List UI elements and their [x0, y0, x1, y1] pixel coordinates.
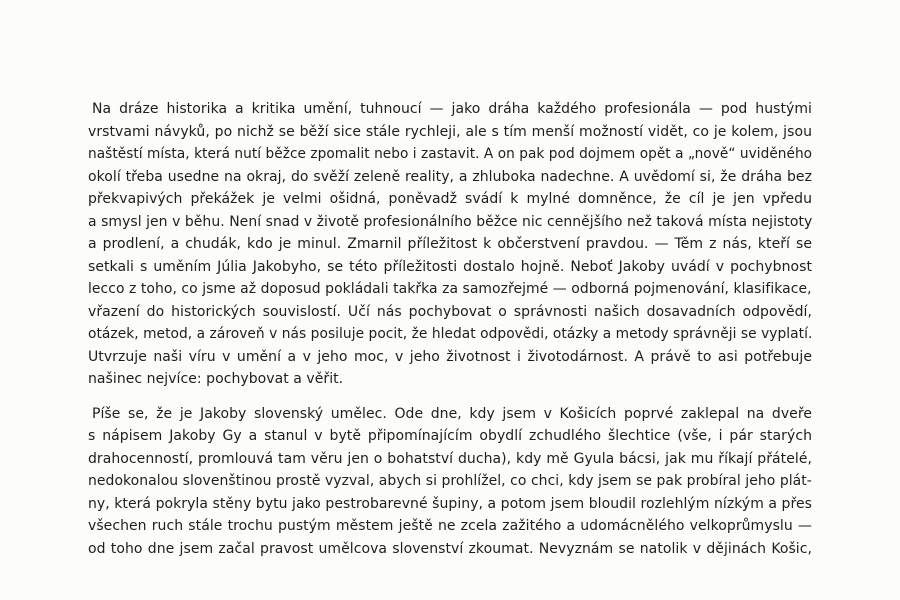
text-line: našinec nejvíce: pochybovat a věřit. — [88, 371, 344, 387]
text-line: od toho dne jsem začal pravost umělcova slovenství zkoumat. Nevyznám se natolik v dějinách Košic, — [88, 540, 812, 557]
text-line: všechen ruch stále trochu pustým městem ještě ne zcela zažitého a udomácnělého velkoprůmyslu — — [88, 518, 812, 534]
text-line: Na dráze historika a kritika umění, tuhnoucí — jako dráha každého profesionála — pod hustými — [92, 101, 812, 117]
text-line: ny, která pokryla stěny bytu jako pestrobarevné šupiny, a potom jsem bloudil rozlehlým nízkým a přes — [88, 495, 812, 512]
text-line: překvapivých překážek je velmi ošidná, poněvadž svádí k mylné domněnce, že cíl je jen vpředu — [88, 191, 812, 207]
text-line: Píše se, že je Jakoby slovenský umělec. Ode dne, kdy jsem v Košicích poprvé zaklepal na dveře — [92, 405, 812, 422]
text-line: a smysl jen v běhu. Není snad v životě profesionálního běžce nic cennějšího než taková místa nejistoty — [88, 213, 813, 230]
text-line: drahocenností, promlouvá tam věru jen o bohatství ducha), kdy mě Gyula bácsi, jak mu říkají přátelé, — [88, 450, 812, 467]
text-line: a prodlení, a chudák, kdo je minul. Zmarnil příležitost k občerstvení pravdou. — Těm z nás, kteří se — [88, 236, 812, 252]
text-line: naštěstí místa, která nutí běžce zpomalit nebo i zastavit. A on pak pod dojmem opět a „nově“ uviděného — [88, 146, 813, 162]
text-line: nedokonalou slovenštinou prostě vyzval, abych si prohlížel, co chci, kdy jsem se pak probíral jeho plát- — [88, 473, 812, 489]
paragraph-1 — [90, 98, 812, 391]
text-line: s nápisem Jakoby Gy a stanul v bytě připomínajícím obydlí zchudlého šlechtice (vše, i pár starých — [88, 428, 812, 444]
text-line: okolí třeba usedne na okraj, do svěží zeleně reality, a zhluboka nadechne. A uvědomí si, že dráha bez — [88, 168, 812, 185]
text-line: lecco z toho, co jsme až doposud pokládali takřka za samozřejmé — odborná pojmenování, klasifikace, — [88, 281, 812, 297]
text-line: otázek, metod, a zároveň v nás posiluje pocit, že hledat odpovědi, otázky a metody správněji se vyplatí. — [88, 326, 813, 342]
body-text — [90, 98, 812, 560]
paragraph-gap — [90, 391, 812, 403]
text-line: Utvrzuje naši víru v umění a v jeho moc, v jeho životnost i životodárnost. A právě to asi potřebuje — [88, 348, 812, 365]
text-line: vrstvami návyků, po nichž se běží sice stále rychleji, ale s tím menší možností vidět, co je kolem, jsou — [88, 123, 812, 140]
text-line: setkali s uměním Júlia Jakobyho, se této příležitosti dostalo hojně. Neboť Jakoby uvádí v pochybnost — [88, 258, 812, 275]
text-line: vřazení do historických souvislostí. Učí nás pochybovat o správnosti našich dosavadních odpovědí, — [88, 303, 812, 320]
paragraph-2 — [90, 403, 812, 561]
